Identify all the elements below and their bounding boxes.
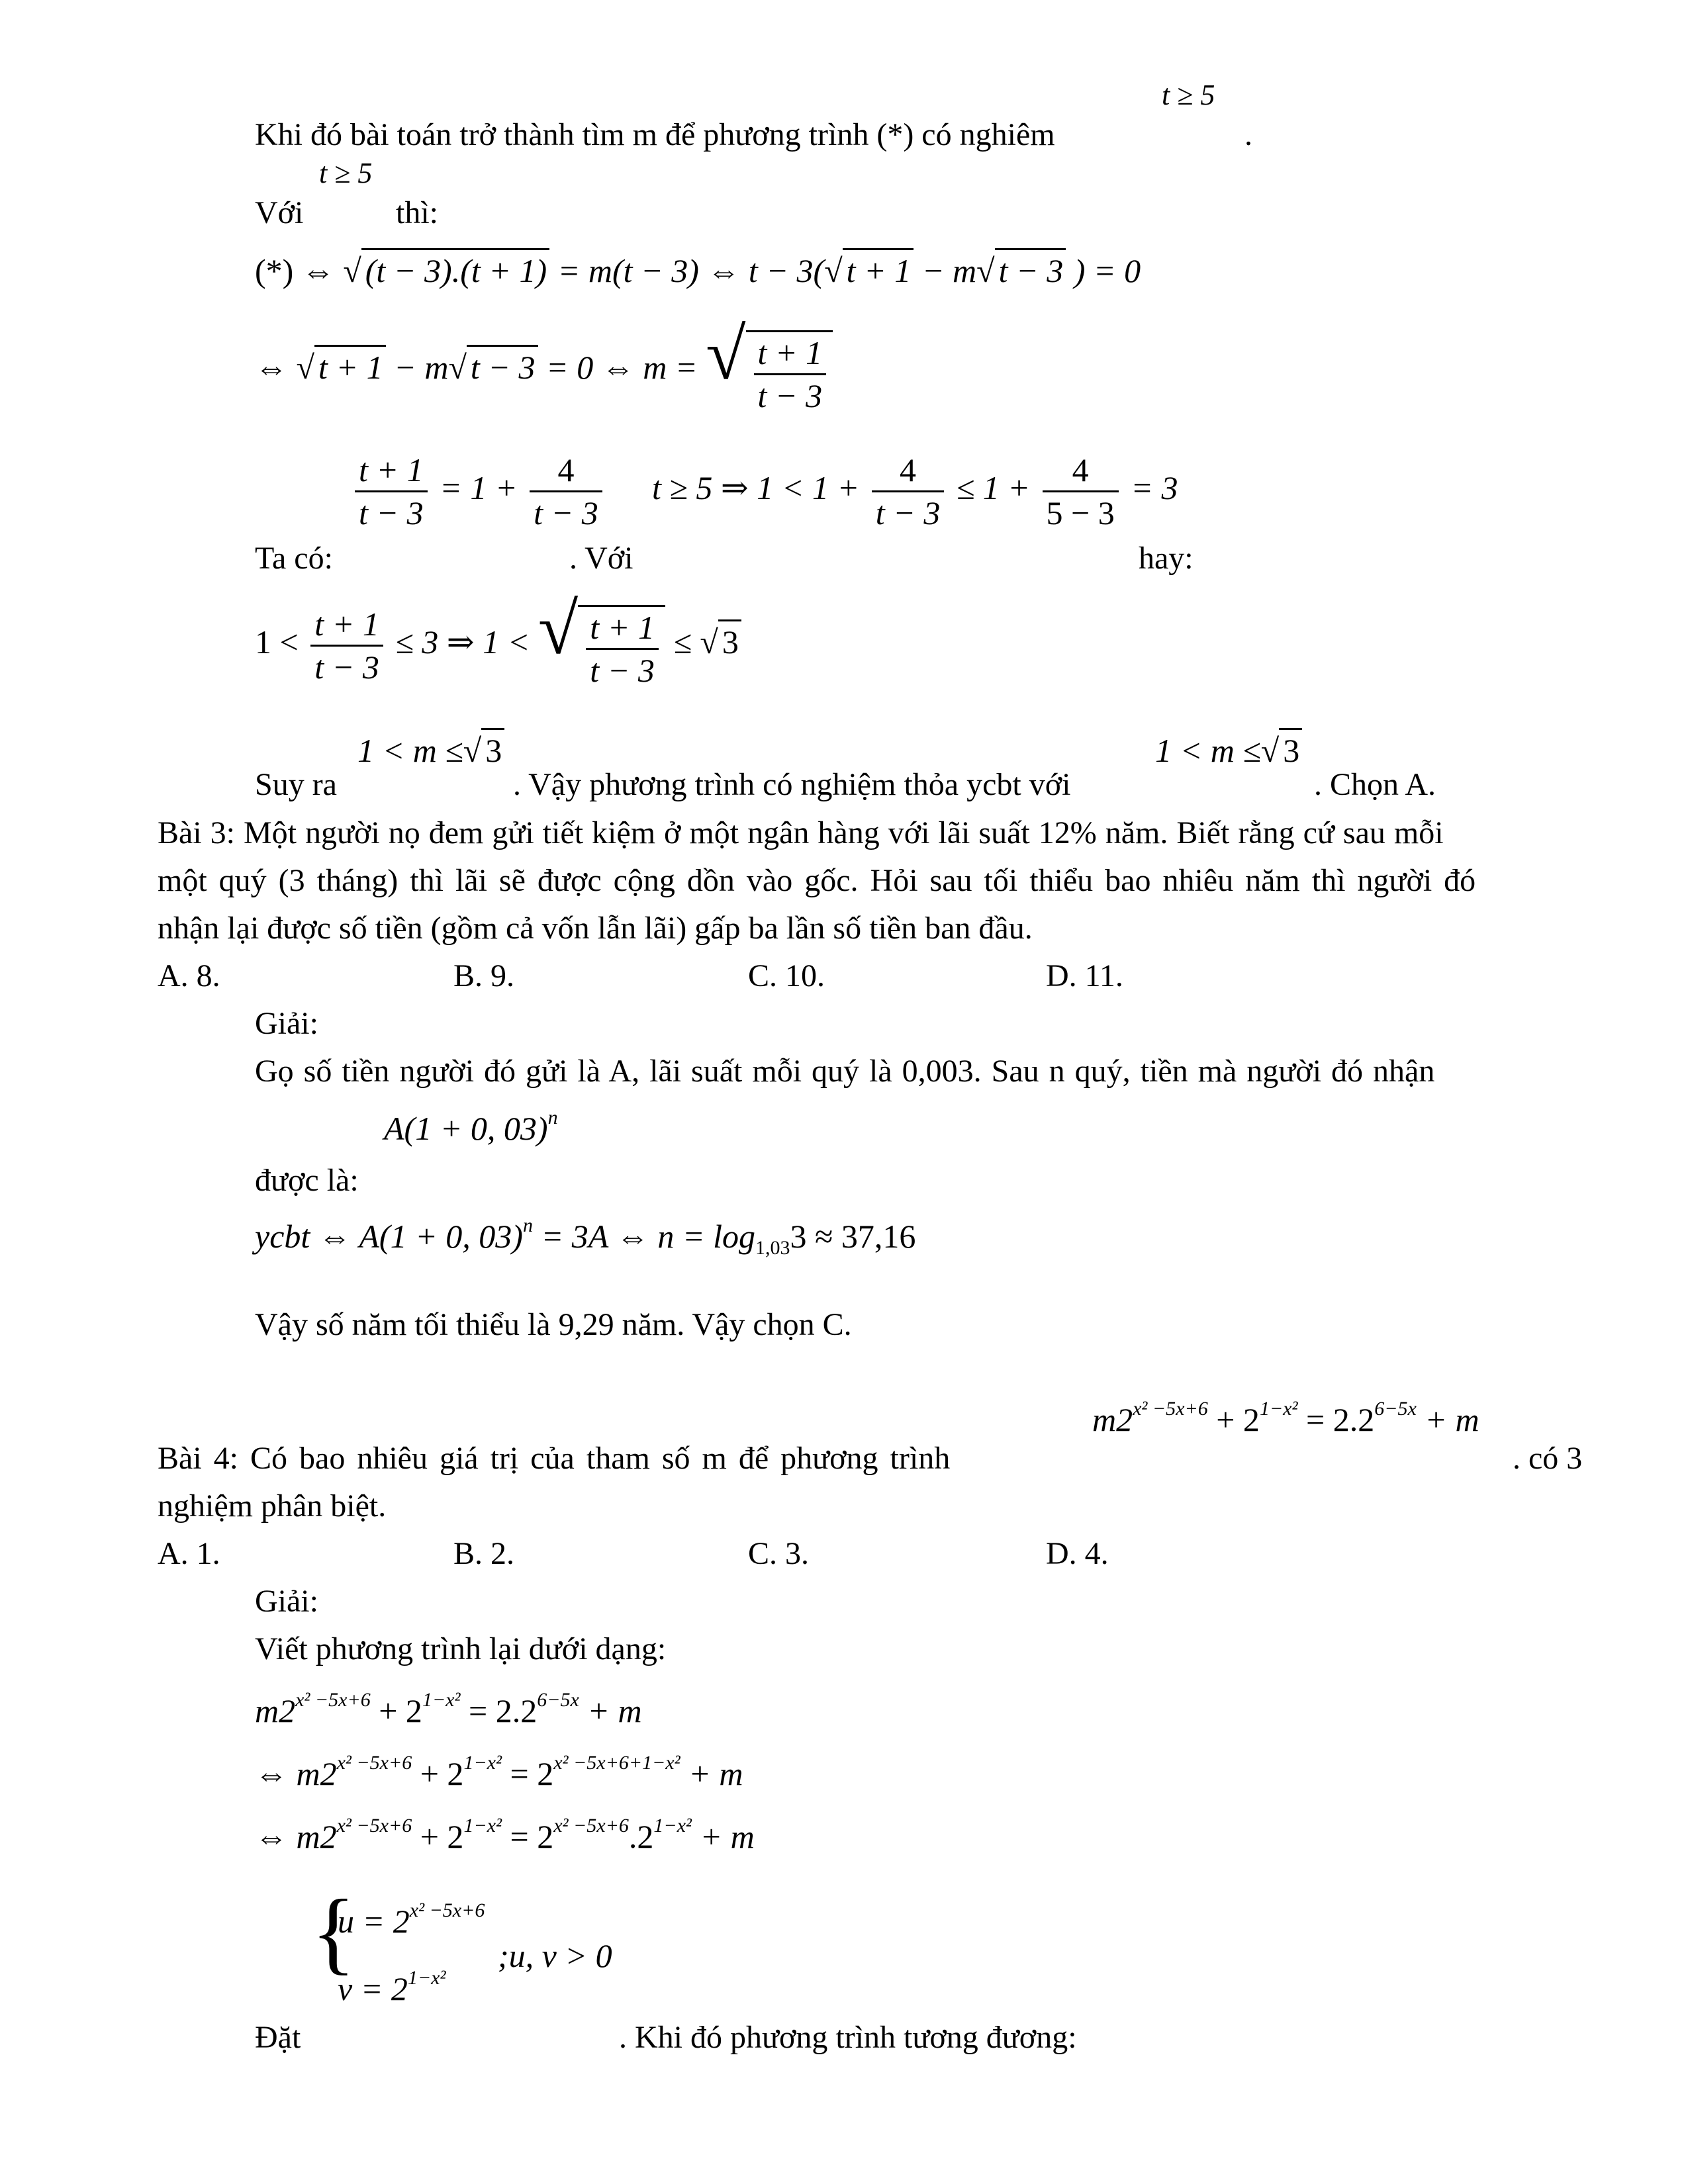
- text-hay: hay:: [1139, 541, 1194, 576]
- bai3-option-a: A. 8.: [158, 958, 220, 993]
- bai3-duoc-la: được là:: [255, 1163, 359, 1198]
- bai4-viet: Viết phương trình lại dưới dạng:: [255, 1631, 667, 1666]
- equation-3-condition: t ≥ 5 ⇒ 1 < 1 + $\frac{4}{t - 3}$ ≤ 1 + $\frac{4}{5 - 3}$ = 3: [652, 451, 1178, 531]
- bai4-step-1: $m2^{x^2 -5x+6} + 2^{1-x^2} = 2.2^{6-5x} + m$: [255, 1689, 642, 1729]
- bai3-ket-luan: Vậy số năm tối thiểu là 9,29 năm. Vậy chọn C.: [255, 1307, 852, 1342]
- text-voi: Với: [255, 195, 304, 230]
- equation-3: $\frac{t + 1}{t - 3}$ = 1 + $\frac{4}{t - 3}$: [351, 453, 606, 529]
- equation-5-left: 1 < m ≤√ 3: [357, 728, 504, 767]
- bai4-giai: Giải:: [255, 1584, 318, 1619]
- bai4-line-1: Bài 4: Có bao nhiêu giá trị của tham số m để phương trình: [158, 1441, 951, 1476]
- bai3-line-3: nhận lại được số tiền (gồm cả vốn lẫn lãi) gấp ba lần số tiền ban đầu.: [158, 911, 1033, 946]
- system-u: $u = 2^{x^2 -5x+6}$: [338, 1899, 485, 1940]
- bai4-line-1-end: . có 3: [1513, 1441, 1583, 1476]
- condition-t-ge-5: t ≥ 5: [1162, 79, 1215, 111]
- bai3-option-d: D. 11.: [1046, 958, 1123, 993]
- bai3-formula: A(1 + 0, 03)$^n$: [384, 1107, 558, 1147]
- equation-2: ⇔ √ t + 1 − m√ t − 3 = 0 ⇔ m = √ $\frac{t + 1}{t - 3}$: [255, 318, 833, 412]
- bai3-option-c: C. 10.: [748, 958, 825, 993]
- bai3-giai-line-1: Gọ số tiền người đó gửi là A, lãi suất mỗi quý là 0,003. Sau n quý, tiền mà người đó nhận: [255, 1054, 1435, 1089]
- equation-4: 1 < $\frac{t + 1}{t - 3}$ ≤ 3 ⇒ 1 < √ $\frac{t + 1}{t - 3}$ ≤ √ 3: [255, 592, 741, 687]
- text-chon-a: . Chọn A.: [1314, 767, 1436, 802]
- equation-1: (*) ⇔ √ (t − 3).(t + 1) = m(t − 3) ⇔ t − 3(√ t + 1 − m√ t − 3 ) = 0: [255, 248, 1141, 287]
- bai4-line-2: nghiệm phân biệt.: [158, 1488, 387, 1524]
- bai4-dat: Đặt: [255, 2020, 301, 2055]
- text-ta-co: Ta có:: [255, 541, 333, 576]
- condition-t-ge-5-2: t ≥ 5: [319, 157, 373, 189]
- bai3-line-1: Bài 3: Một người nọ đem gửi tiết kiệm ở một ngân hàng với lãi suất 12% năm. Biết rằng cứ sau mỗi: [158, 815, 1444, 850]
- bai3-ycbt: ycbt ⇔ A(1 + 0, 03)$^n$ = 3A ⇔ $n = \log_{1,03}3 \approx 37,16$: [255, 1214, 916, 1259]
- text-line-1-end: .: [1244, 117, 1252, 152]
- bai3-giai: Giải:: [255, 1006, 318, 1041]
- bai4-equation: $m2^{x^2 -5x+6} + 2^{1-x^2} = 2.2^{6-5x} + m$: [1092, 1398, 1479, 1438]
- system-brace: {: [311, 1881, 356, 1983]
- bai4-option-d: D. 4.: [1046, 1536, 1109, 1571]
- text-voi-2: . Với: [569, 541, 633, 576]
- bai4-step-2: ⇔ $m2^{x^2 -5x+6} + 2^{1-x^2} = 2^{x^2 -5x+6+1-x^2} + m$: [255, 1752, 743, 1792]
- text-suy-ra-middle: . Vậy phương trình có nghiệm thỏa ycbt với: [513, 767, 1071, 802]
- bai4-step-3: ⇔ $m2^{x^2 -5x+6} + 2^{1-x^2} = 2^{x^2 -5x+6}.2^{1-x^2} + m$: [255, 1815, 755, 1855]
- text-thi: thì:: [396, 195, 439, 230]
- bai4-option-b: B. 2.: [453, 1536, 515, 1571]
- system-v: $v = 2^{1-x^2}$: [338, 1967, 446, 2007]
- text-suy-ra: Suy ra: [255, 767, 337, 802]
- bai4-option-c: C. 3.: [748, 1536, 810, 1571]
- equation-5-right: 1 < m ≤√ 3: [1155, 728, 1302, 767]
- bai3-option-b: B. 9.: [453, 958, 515, 993]
- bai4-dat-end: . Khi đó phương trình tương đương:: [619, 2020, 1077, 2055]
- system-uv: ;u, v > 0: [498, 1937, 612, 1974]
- bai4-option-a: A. 1.: [158, 1536, 220, 1571]
- text-line-1: Khi đó bài toán trở thành tìm m để phương trình (*) có nghiêm: [255, 117, 1055, 152]
- bai3-line-2: một quý (3 tháng) thì lãi sẽ được cộng dồn vào gốc. Hỏi sau tối thiểu bao nhiêu năm thì người đó: [158, 863, 1476, 898]
